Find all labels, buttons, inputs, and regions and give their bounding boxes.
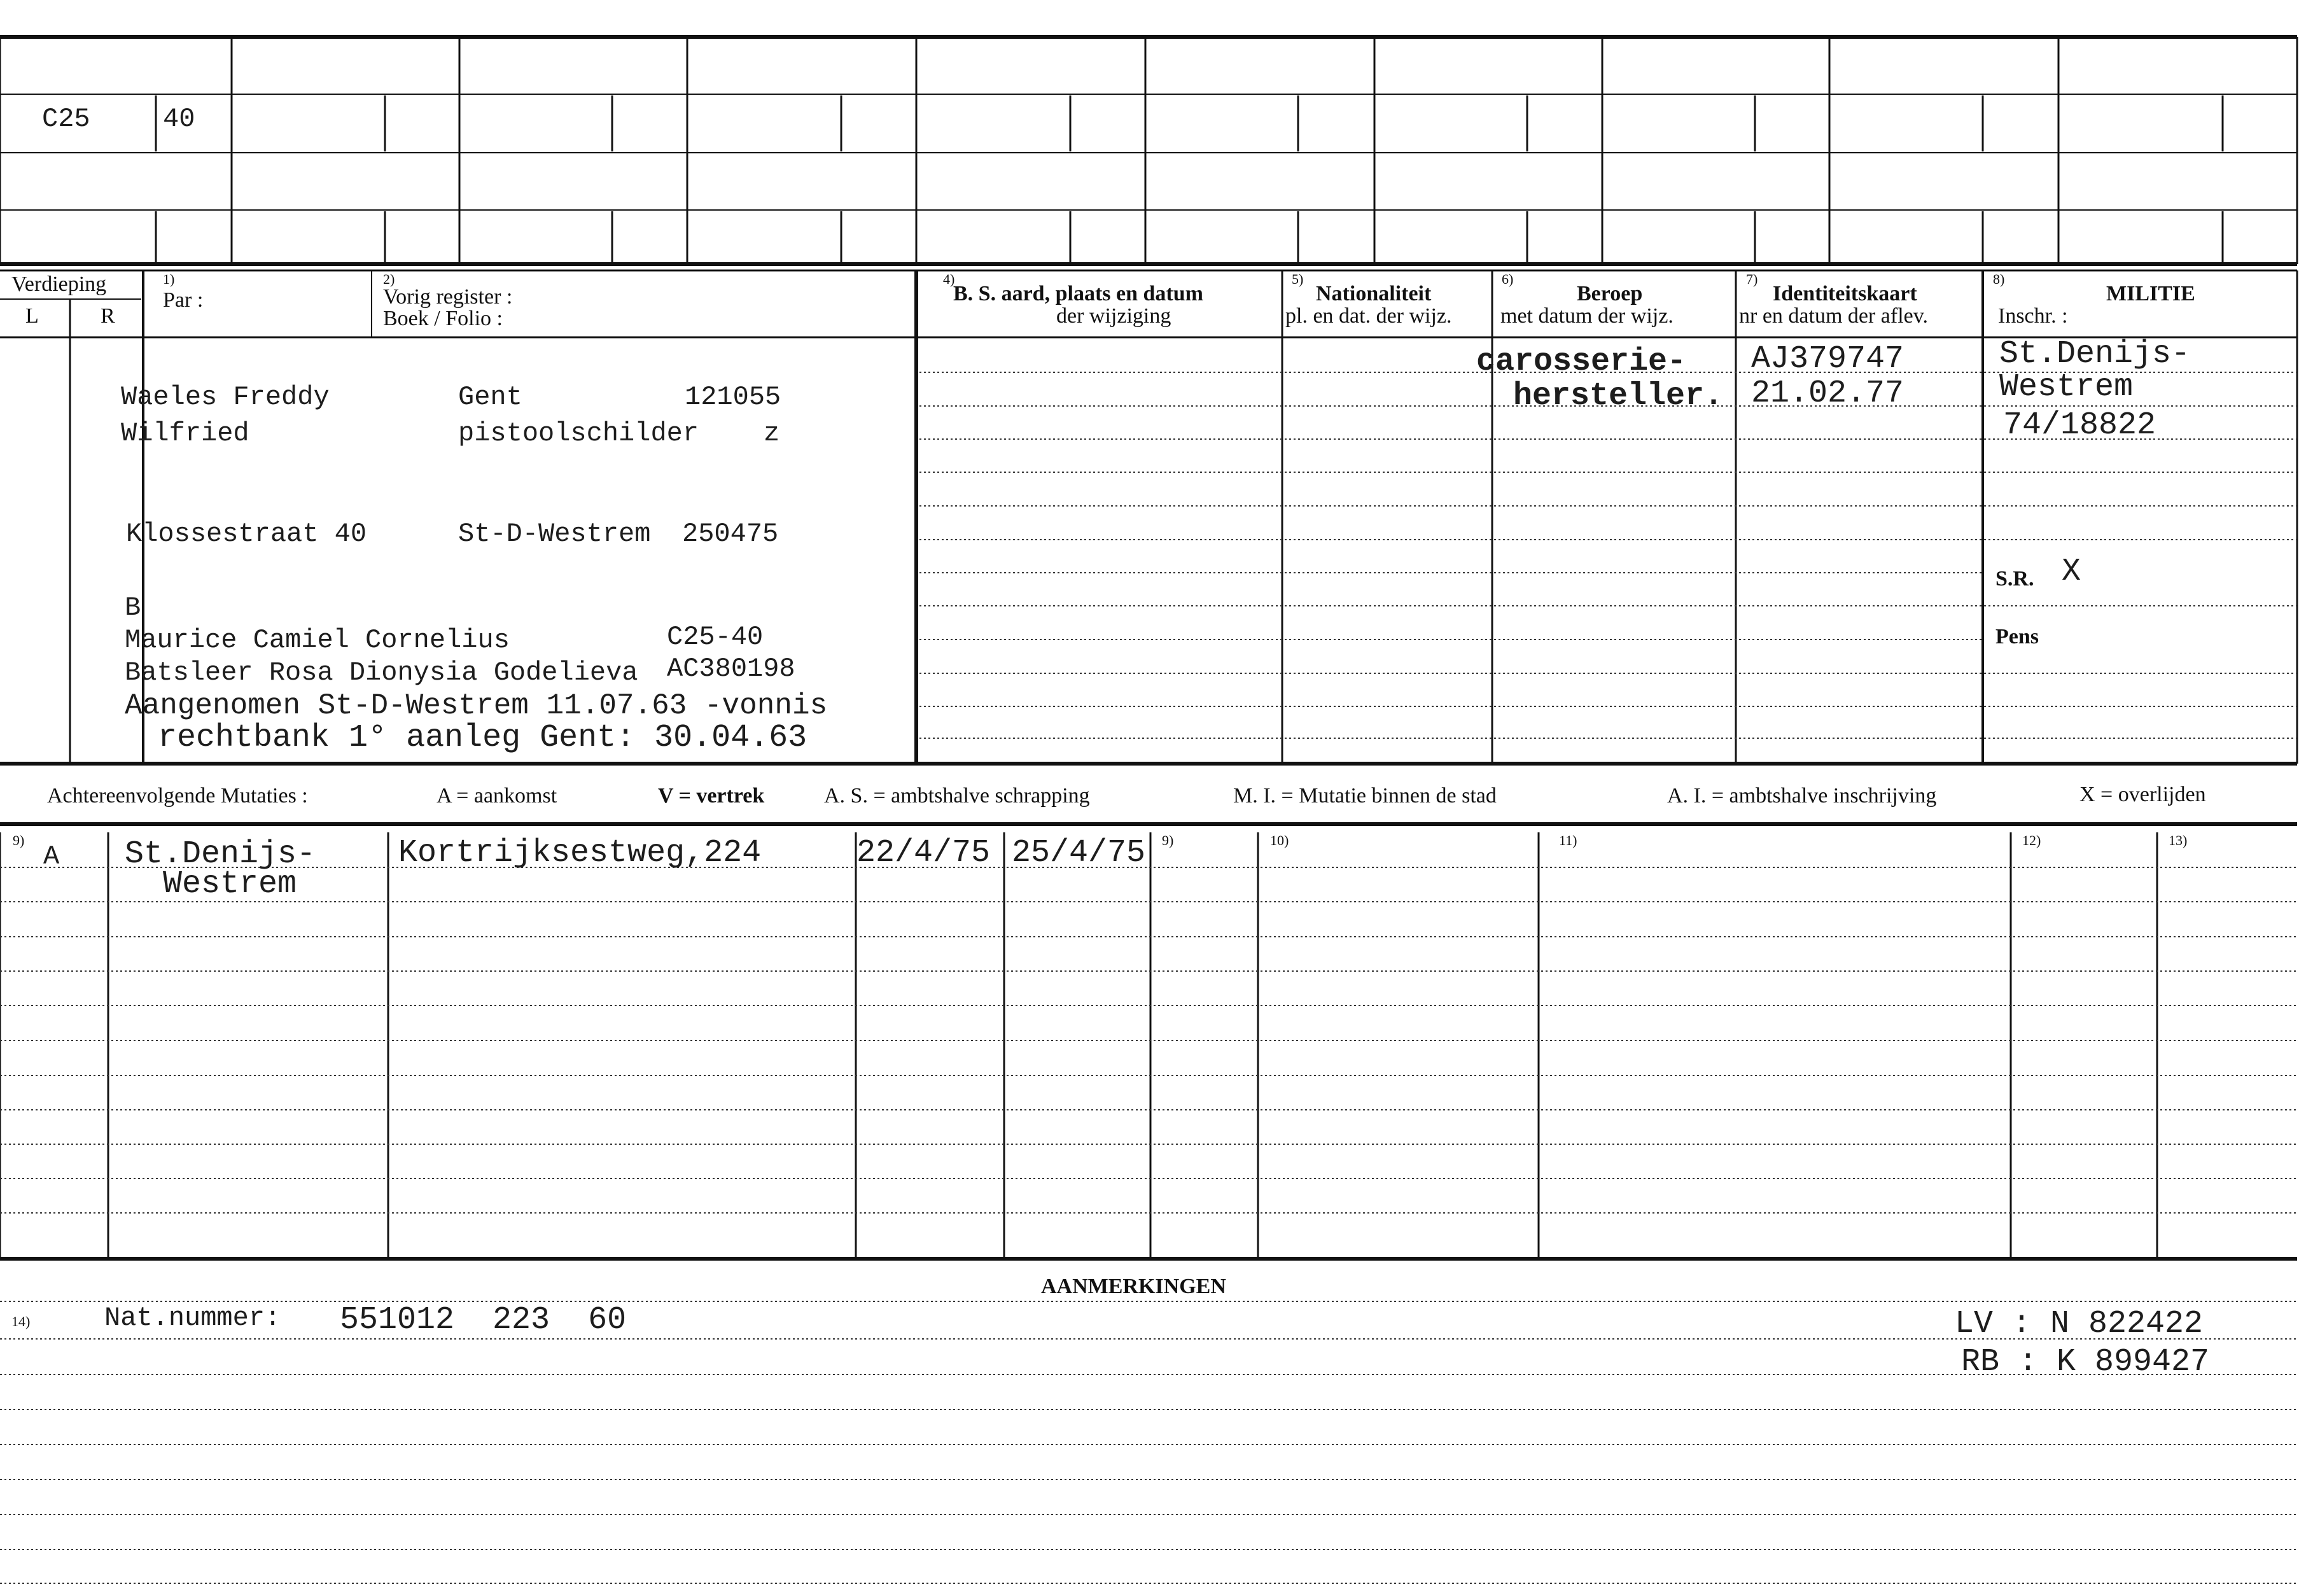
col4-label-1: B. S. aard, plaats en datum — [953, 282, 1203, 305]
col6-label-2: met datum der wijz. — [1500, 304, 1674, 328]
address-date: 250475 — [682, 519, 779, 549]
mutation-col-9b: 9) — [1162, 832, 1174, 848]
col2-label-register: Vorig register : — [383, 285, 513, 309]
col1-label: Par : — [163, 288, 204, 312]
col4-number: 4) — [943, 271, 955, 287]
pens-label: Pens — [1995, 625, 2039, 648]
header-code-c25: C25 — [42, 104, 90, 134]
mutation-place-1: St.Denijs- — [125, 836, 316, 872]
mutation-col-11: 11) — [1559, 832, 1577, 848]
mother-code: AC380198 — [667, 654, 795, 684]
mutation-code: A — [43, 841, 60, 872]
col1-number: 1) — [163, 271, 175, 287]
adoption-line-1: Aangenomen St-D-Westrem 11.07.63 -vonnis — [125, 689, 828, 722]
militie-number: 74/18822 — [2003, 407, 2156, 444]
legend-arrival: A = aankomst — [437, 784, 557, 808]
col7-label-1: Identiteitskaart — [1773, 282, 1917, 305]
col6-number: 6) — [1502, 271, 1514, 287]
floor-right-header: R — [101, 304, 115, 328]
legend-ambtshalve-inschrijving: A. I. = ambtshalve inschrijving — [1667, 784, 1937, 808]
adoption-line-2: rechtbank 1° aanleg Gent: 30.04.63 — [158, 720, 807, 756]
col2-label-folio: Boek / Folio : — [383, 307, 503, 330]
national-number-value: 551012 223 60 — [340, 1302, 627, 1338]
beroep-line-2: hersteller. — [1513, 378, 1724, 414]
col5-label-2: pl. en dat. der wijz. — [1285, 304, 1452, 328]
header-code-40: 40 — [163, 104, 195, 134]
national-number-label: Nat.nummer: — [104, 1303, 281, 1333]
militie-header: MILITIE — [2106, 282, 2195, 305]
col4-label-2: der wijziging — [1056, 304, 1171, 328]
col8-number: 8) — [1993, 271, 2005, 287]
father-name: Maurice Camiel Cornelius — [125, 625, 510, 655]
birth-place: Gent — [458, 382, 522, 412]
floor-left-header: L — [25, 304, 39, 328]
beroep-line-1: carosserie- — [1476, 344, 1687, 380]
legend-ambtshalve-schrapping: A. S. = ambtshalve schrapping — [824, 784, 1090, 808]
sr-label: S.R. — [1995, 567, 2034, 591]
col6-label-1: Beroep — [1577, 282, 1643, 305]
mutations-legend-title: Achtereenvolgende Mutaties : — [47, 784, 308, 808]
occupation: pistoolschilder — [458, 418, 699, 449]
birth-date: 121055 — [685, 382, 781, 412]
mutation-date-2: 25/4/75 — [1012, 835, 1146, 871]
address-place: St-D-Westrem — [458, 519, 651, 549]
col2-number: 2) — [383, 271, 395, 287]
status-mark: z — [764, 418, 780, 449]
legend-departure: V = vertrek — [658, 784, 765, 808]
id-card-date: 21.02.77 — [1751, 375, 1904, 412]
father-code: C25-40 — [667, 622, 764, 652]
mother-name: Batsleer Rosa Dionysia Godelieva — [125, 657, 638, 688]
col7-label-2: nr en datum der aflev. — [1739, 304, 1929, 328]
militie-place-2: Westrem — [1999, 369, 2134, 405]
remarks-title: AANMERKINGEN — [1041, 1275, 1226, 1298]
inschrijving-label: Inschr. : — [1998, 304, 2068, 328]
col7-number: 7) — [1746, 271, 1758, 287]
id-card-number: AJ379747 — [1751, 341, 1904, 377]
address: Klossestraat 40 — [126, 519, 367, 549]
legend-mutatie-binnen-stad: M. I. = Mutatie binnen de stad — [1233, 784, 1497, 808]
person-name: Waeles Freddy — [121, 382, 330, 412]
marker-b: B — [125, 592, 141, 623]
mutation-col-10: 10) — [1270, 832, 1289, 848]
lv-number: LV : N 822422 — [1955, 1306, 2204, 1342]
remarks-number: 14) — [11, 1313, 31, 1329]
mutation-col-12: 12) — [2022, 832, 2041, 848]
militie-place-1: St.Denijs- — [1999, 336, 2191, 372]
mutation-place-2: Westrem — [163, 866, 297, 902]
sr-mark: X — [2062, 554, 2081, 590]
mutation-col-9: 9) — [13, 832, 25, 848]
mutation-street: Kortrijksestweg,224 — [398, 835, 762, 871]
mutation-col-13: 13) — [2169, 832, 2188, 848]
mutation-date-1: 22/4/75 — [856, 835, 991, 871]
col5-label-1: Nationaliteit — [1316, 282, 1432, 305]
col5-number: 5) — [1292, 271, 1304, 287]
verdieping-header: Verdieping — [11, 272, 107, 296]
rb-number: RB : K 899427 — [1961, 1344, 2210, 1380]
legend-death: X = overlijden — [2079, 783, 2206, 806]
person-second-name: Wilfried — [121, 418, 249, 449]
